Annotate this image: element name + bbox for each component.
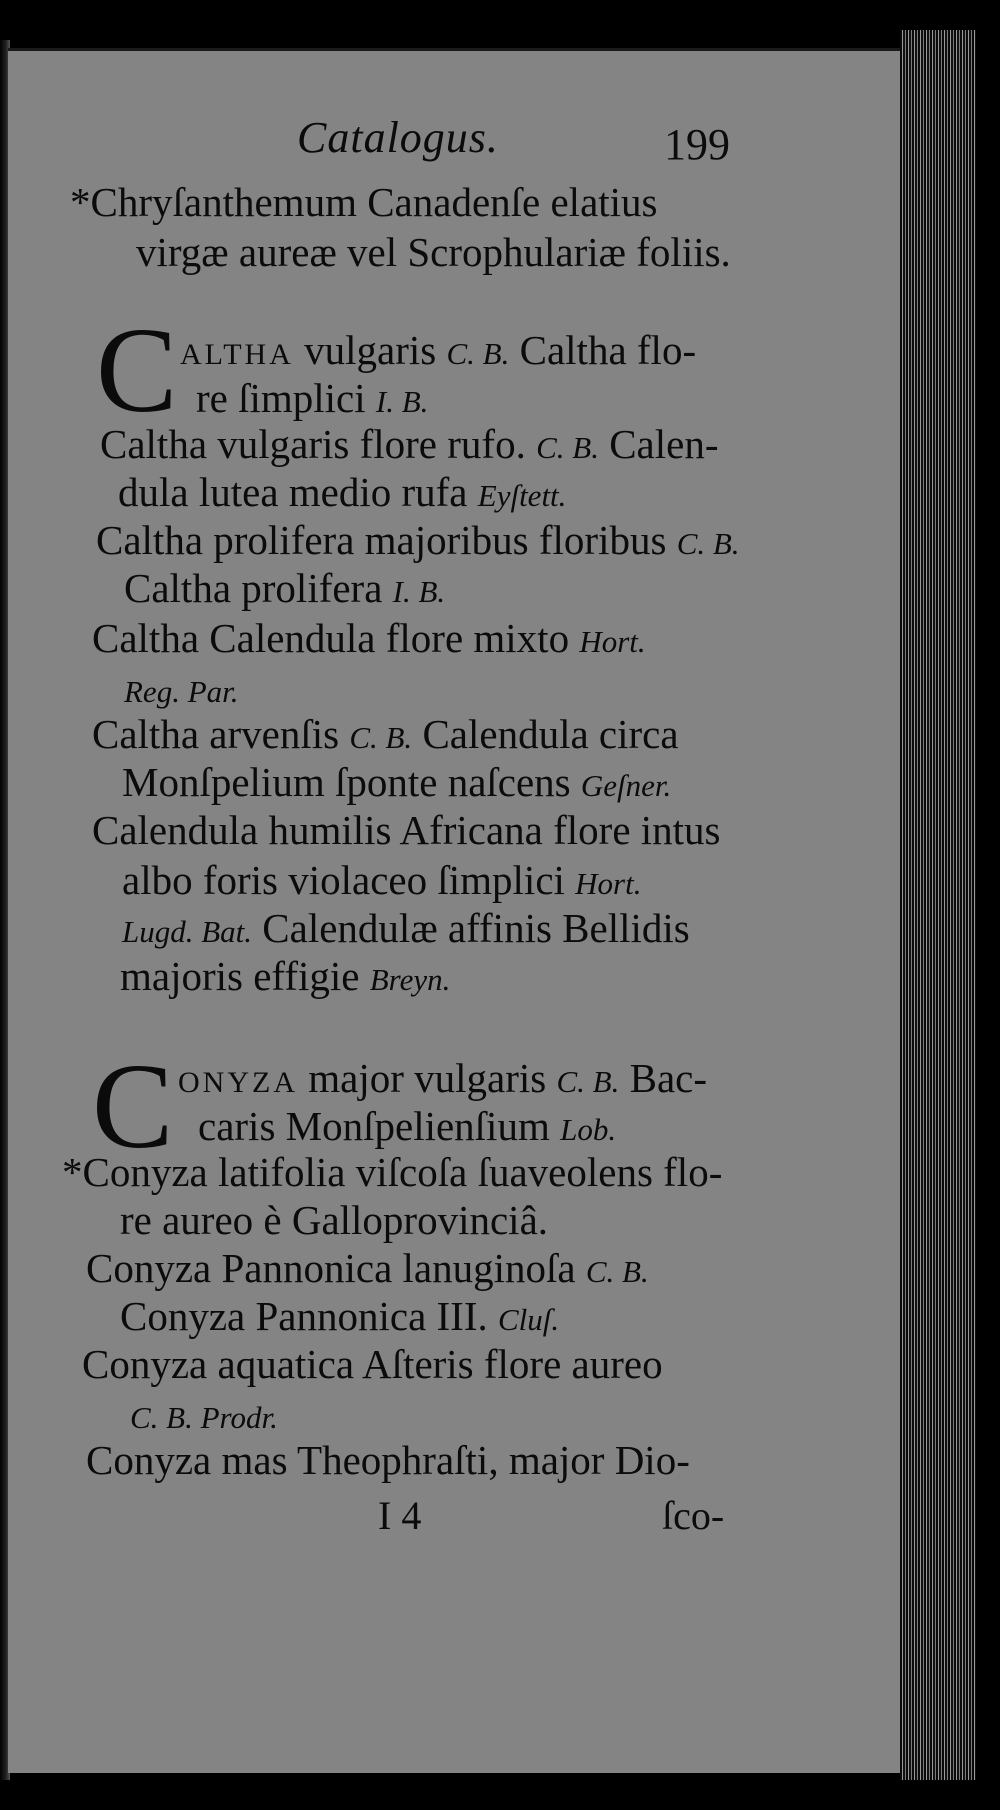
author-abbrev: Geſner. bbox=[580, 768, 672, 803]
entry-line: Caltha Calendula flore mixto Hort. bbox=[92, 615, 646, 661]
entry-line: Caltha arvenſis C. B. Calendula circa bbox=[92, 711, 679, 757]
author-abbrev: Lugd. Bat. bbox=[122, 914, 253, 949]
entry-line: Conyza mas Theophraſti, major Dio- bbox=[86, 1437, 690, 1483]
entry-line bbox=[130, 1390, 278, 1442]
entry-line: Conyza Pannonica III. Cluſ. bbox=[120, 1293, 560, 1339]
entry-line: albo foris violaceo ſimplici Hort. bbox=[122, 857, 642, 903]
entry-line: caris Monſpelienſium Lob. bbox=[198, 1103, 617, 1149]
entry-line: Monſpelium ſponte naſcens Geſner. bbox=[122, 759, 672, 805]
entry-line: re ſimplici I. B. bbox=[196, 375, 429, 421]
entry-line: virgæ aureæ vel Scrophulariæ foliis. bbox=[136, 229, 731, 275]
author-abbrev: C. B. bbox=[536, 430, 599, 465]
entry-line: re aureo è Galloprovinciâ. bbox=[120, 1197, 549, 1243]
entry-line: Lugd. Bat. Calendulæ affinis Bellidis bbox=[122, 905, 690, 951]
author-abbrev: C. B. bbox=[349, 720, 413, 755]
author-abbrev: C. B. Prodr. bbox=[130, 1400, 278, 1435]
entry-line bbox=[124, 664, 239, 716]
author-abbrev: I. B. bbox=[392, 574, 446, 609]
author-abbrev: C. B. bbox=[446, 336, 510, 371]
drop-cap: C bbox=[96, 303, 178, 438]
entry-line: *Chryſanthemum Canadenſe elatius bbox=[70, 179, 658, 225]
running-title: Catalogus. bbox=[297, 113, 499, 162]
entry-line: dula lutea medio rufa Eyſtett. bbox=[118, 469, 567, 515]
entry-line: *Conyza latifolia viſcoſa ſuaveolens flo- bbox=[62, 1149, 723, 1195]
author-abbrev: Reg. Par. bbox=[124, 674, 239, 709]
author-abbrev: Cluſ. bbox=[498, 1302, 560, 1337]
entry-line: Conyza aquatica Aſteris flore aureo bbox=[82, 1341, 663, 1387]
section-lead-word: ONYZA bbox=[178, 1066, 298, 1099]
author-abbrev: Eyſtett. bbox=[477, 478, 567, 513]
entry-line: Conyza Pannonica lanuginoſa C. B. bbox=[86, 1245, 649, 1291]
author-abbrev: Hort. bbox=[579, 624, 646, 659]
entry-line: Caltha prolifera majoribus floribus C. B. bbox=[96, 517, 740, 563]
catchword: ſco- bbox=[662, 1493, 725, 1538]
author-abbrev: C. B. bbox=[556, 1064, 620, 1099]
entry-line: ONYZA major vulgaris C. B. Bac- bbox=[178, 1055, 708, 1101]
section-lead-word: ALTHA bbox=[180, 338, 294, 371]
drop-cap: C bbox=[92, 1039, 174, 1174]
author-abbrev: C. B. bbox=[585, 1254, 649, 1289]
page-number: 199 bbox=[664, 120, 730, 169]
entry-line: ALTHA vulgaris C. B. Caltha flo- bbox=[180, 327, 697, 373]
entry-line: Caltha vulgaris flore rufo. C. B. Calen- bbox=[100, 421, 719, 467]
author-abbrev: Breyn. bbox=[369, 962, 451, 997]
signature-mark: I 4 bbox=[378, 1493, 422, 1538]
author-abbrev: Hort. bbox=[575, 866, 642, 901]
entry-line: Calendula humilis Africana flore intus bbox=[92, 807, 721, 853]
entry-line: Caltha prolifera I. B. bbox=[124, 565, 446, 611]
author-abbrev: Lob. bbox=[560, 1112, 617, 1147]
author-abbrev: C. B. bbox=[676, 526, 740, 561]
entry-line: majoris effigie Breyn. bbox=[120, 953, 451, 999]
author-abbrev: I. B. bbox=[375, 384, 429, 419]
